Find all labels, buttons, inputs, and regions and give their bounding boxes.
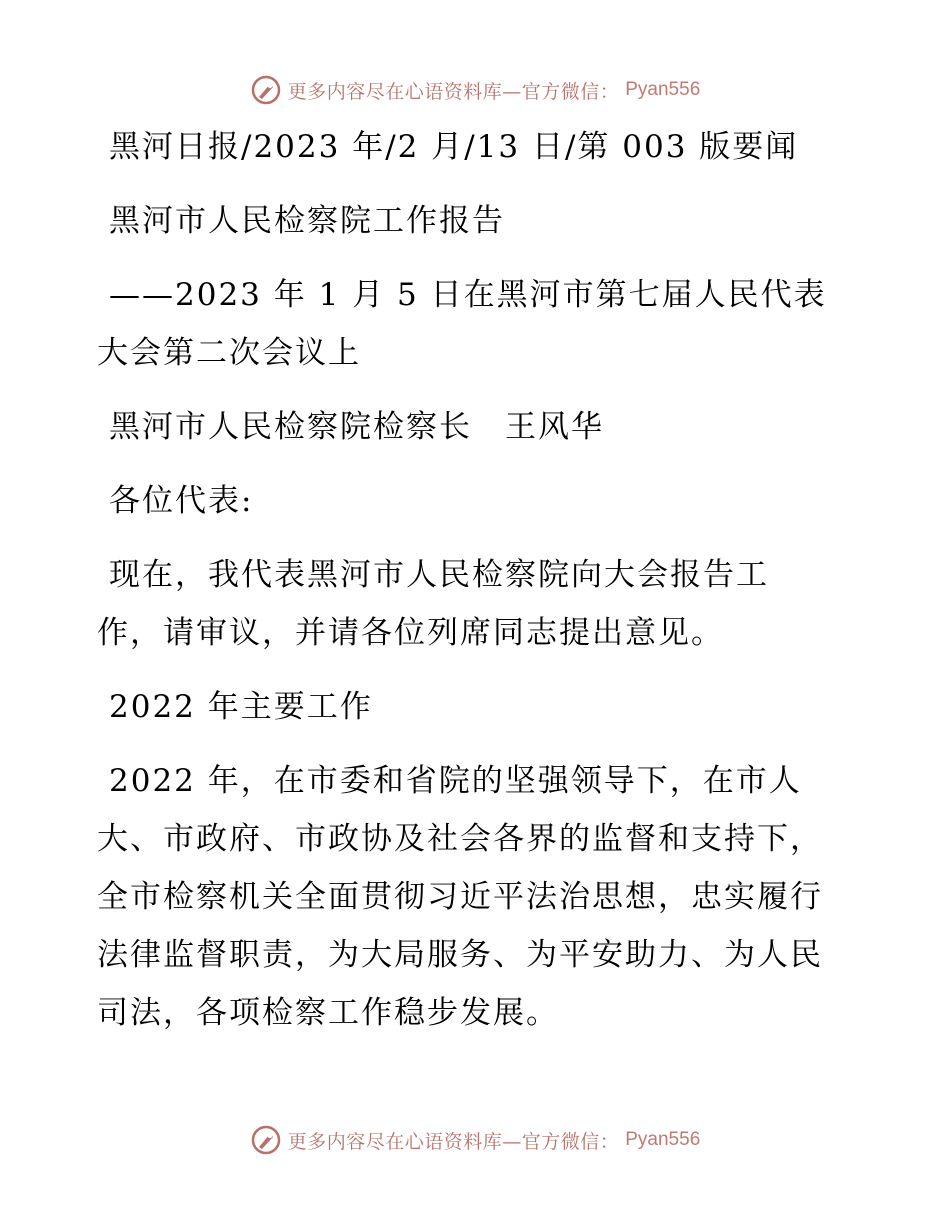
- text-line: 黑河日报/2023 年/2 月/13 日/第 003 版要闻: [109, 129, 799, 165]
- text-line: 现在，我代表黑河市人民检察院向大会报告工: [109, 557, 769, 593]
- watermark-text: 更多内容尽在心语资料库—官方微信：: [287, 1130, 620, 1153]
- pen-logo-icon: [250, 1124, 282, 1156]
- report-author: [97, 398, 857, 456]
- text-line: 作，请审议，并请各位列席同志提出意见。: [97, 615, 724, 651]
- section-heading: [97, 678, 857, 736]
- text-line: 各位代表:: [109, 483, 254, 519]
- pen-logo-icon: [250, 74, 282, 106]
- salutation: [97, 472, 857, 530]
- text-line: 司法，各项检察工作稳步发展。: [97, 995, 559, 1031]
- document-body: [97, 118, 857, 1042]
- text-line: 大会第二次会议上: [97, 335, 361, 371]
- watermark-handle: Pyan556: [625, 79, 701, 100]
- footer-watermark: [0, 1120, 950, 1160]
- text-line: 法律监督职责，为大局服务、为平安助力、为人民: [97, 937, 823, 973]
- text-line: ——2023 年 1 月 5 日在黑河市第七届人民代表: [109, 277, 827, 313]
- text-line: 全市检察机关全面贯彻习近平法治思想，忠实履行: [97, 879, 823, 915]
- text-line: 2022 年，在市委和省院的坚强领导下，在市人: [109, 763, 802, 799]
- report-subtitle: [97, 266, 857, 382]
- newspaper-source: [97, 118, 857, 176]
- text-line: 黑河市人民检察院工作报告: [109, 203, 505, 239]
- watermark-handle: Pyan556: [625, 1129, 701, 1150]
- text-line: 黑河市人民检察院检察长 王风华: [109, 409, 604, 445]
- text-line: 大、市政府、市政协及社会各界的监督和支持下，: [97, 821, 823, 857]
- text-line: 2022 年主要工作: [109, 689, 373, 725]
- header-watermark: [0, 70, 950, 110]
- watermark-text: 更多内容尽在心语资料库—官方微信：: [287, 80, 620, 103]
- report-title: [97, 192, 857, 250]
- intro-paragraph: [97, 546, 857, 662]
- body-paragraph: [97, 752, 857, 1042]
